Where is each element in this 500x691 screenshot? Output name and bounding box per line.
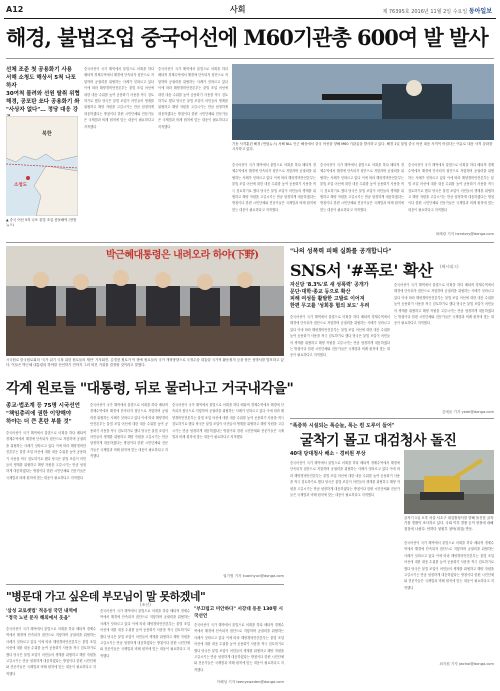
elders-photo-caption: 시국원로 한국원로회의 '국가 위기 극복 위한 원로들의 제안' 기자회견. 김경천 원로가 이 밖에 원로들의 국가 개혁방향으로 국정수습 대통령 국가적 활동원칙 등을 담은 성명서를 발표하고 있다. 이들은 박근혜 대통령의 하야를 선언하기 전까지 그의 퇴진 거취를 결정할 것이라고 말했다. [6,358,284,368]
sns-subhead: 자신당 '8.3%'로 새 성폭력' 공개가 [290,282,369,288]
edition-info [382,6,492,15]
section-name: 사회 [230,5,246,14]
weather-body-col-1: 중국어선이 국가 해역에서 불법으로 어획을 하다 배타적 경제수역에서 해경에 단속되자 집단으로 저항하며 공권력을 위협하는 사례가 잇따르고 있다 이에 따라 해양경비안전본부는 불법 조업 어선에 대한 대응 수위를 높여 공용화기 사용을 적극 검토하기로 했다 당국은 불법 조업이 어민들의 생계를 위협하고 해양 자원을 고갈시키는 만큼 엄정하게 대응하겠다는 방침이다 한편 시민단체와 전문가들은 국제법과 비례 원칙에 맞는 대응이 필요하다고 지적했다 [290,461,400,498]
elders-byline: 권기범 기자 kuanhyun@donga.com [223,574,284,578]
lead-photo-caption: 기동 사격훈련 해경 (연합뉴스) 서해 NLL 인근 해상에서 중국 어선을 향해 M60 기관총을 발사하고 있다. 해경 1일 불법 중국 어선 대응 사격이 어렵다는 이유로 대응 사격 강화를 시사하고 있다. [232,142,493,152]
coastguard-photo [232,64,494,140]
elders-photo-banner: 박근혜대통령은 내려오라 하야(下野) [106,250,259,261]
weather-byline: 최지원 기자 jwchoi@donga.com [439,662,494,666]
lead-headline: 해경, 불법조업 중국어선에 M60기관총 600여 발 발사 [6,25,488,50]
excavator-graphic [404,450,494,514]
lead-body-col-3: 중국어선이 국가 해역에서 불법으로 어획을 하다 배타적 경제수역에서 해경에 단속되자 집단으로 저항하며 공권력을 위협하는 사례가 잇따르고 있다 이에 따라 해양경비안전본부는 불법 조업 어선에 대한 대응 수위를 높여 공용화기 사용을 적극 검토하기로 했다 당국은 불법 조업이 어민들의 생계를 위협하고 해양 자원을 고갈시키는 만큼 엄정하게 대응하겠다는 방침이다 한편 시민단체와 전문가들은 국제법과 비례 원칙에 맞는 대응이 필요하다고 지적했다 [232,163,316,212]
lead-body-col-5: 중국어선이 국가 해역에서 불법으로 어획을 하다 배타적 경제수역에서 해경에 단속되자 집단으로 저항하며 공권력을 위협하는 사례가 잇따르고 있다 이에 따라 해양경비안전본부는 불법 조업 어선에 대한 대응 수위를 높여 공용화기 사용을 적극 검토하기로 했다 당국은 불법 조업이 어민들의 생계를 위협하고 해양 자원을 고갈시키는 만큼 엄정하게 대응하겠다는 방침이다 한편 시민단체와 전문가들은 국제법과 비례 원칙에 맞는 대응이 필요하다고 지적했다 [408,163,494,212]
weather-subhead: 40대 당대청사 배소 · 경비원 부상 [290,451,366,457]
map-label-island: 소청도 [14,183,28,188]
section-rule-1 [6,242,494,243]
edition-date: 제 76395호 2016년 11월 2일 수요일 [382,9,468,15]
parents-headline: "병문대 가고 싶은데 부모님이 말 못하겠네" [6,590,206,603]
excavator-caption: 굴착기 1일 오후 서울 서초구 대검찰청사를 향해 돌진한 굴착기를 경찰이 조사하고 있다. 국회 이후 경찰 등이 현장에 대해 점검에 나섰다. 안하다 청원부 청탁(대검) 반응. [404,516,494,531]
parents-subhead: '삼성 교로셋법' 적응성 국민 내역에 [6,609,78,614]
alumni-headline: "부끄럽고 미안하다" 서강대 동문 130명 시국선언 [194,607,283,619]
lead-body-col-4: 중국어선이 국가 해역에서 불법으로 어획을 하다 배타적 경제수역에서 해경에 단속되자 집단으로 저항하며 공권력을 위협하는 사례가 잇따르고 있다 이에 따라 해양경비안전본부는 불법 조업 어선에 대한 대응 수위를 높여 공용화기 사용을 적극 검토하기로 했다 당국은 불법 조업이 어민들의 생계를 위협하고 해양 자원을 고갈시키는 만큼 엄정하게 대응하겠다는 방침이다 한편 시민단체와 전문가들은 국제법과 비례 원칙에 맞는 대응이 필요하다고 지적했다 [320,163,404,212]
alumni-byline: 이해성 기자 teenysweden@donga.com [216,680,284,684]
lead-byline: 최혜령 기자 herstory@donga.com [435,232,494,236]
section-rule-2 [290,418,494,419]
elders-subhead: 종교·법조계 등 75명 시국선언 [6,403,80,409]
lead-subhead: 서해 소청도 해상서 5척 나포하자 [6,75,76,89]
alumni-body: 중국어선이 국가 해역에서 불법으로 어획을 하다 배타적 경제수역에서 해경에 단속되자 집단으로 저항하며 공권력을 위협하는 사례가 잇따르고 있다 이에 따라 해양경비안전본부는 불법 조업 어선에 대한 대응 수위를 높여 공용화기 사용을 적극 검토하기로 했다 당국은 불법 조업이 어민들의 생계를 위협하고 해양 자원을 고갈시키는 만큼 엄정하게 대응하겠다는 방침이다 한편 시민단체와 전문가들은 국제법과 비례 원칙에 맞는 대응이 필요하다고 지적했다 [194,623,284,672]
lead-map [6,116,78,216]
masthead-logo: 동아일보 [468,8,492,15]
sns-body-col-1: 중국어선이 국가 해역에서 불법으로 어획을 하다 배타적 경제수역에서 해경에 단속되자 집단으로 저항하며 공권력을 위협하는 사례가 잇따르고 있다 이에 따라 해양경비안전본부는 불법 조업 어선에 대한 대응 수위를 높여 공용화기 사용을 적극 검토하기로 했다 당국은 불법 조업이 어민들의 생계를 위협하고 해양 자원을 고갈시키는 만큼 엄정하게 대응하겠다는 방침이다 한편 시민단체와 전문가들은 국제법과 비례 원칙에 맞는 대응이 필요하다고 지적했다 [290,315,390,358]
parents-subheads [6,608,96,622]
lead-body-col-1: 중국어선이 국가 해역에서 불법으로 어획을 하다 배타적 경제수역에서 해경에 단속되자 집단으로 저항하며 공권력을 위협하는 사례가 잇따르고 있다 이에 따라 해양경비안전본부는 불법 조업 어선에 대한 대응 수위를 높여 공용화기 사용을 적극 검토하기로 했다 당국은 불법 조업이 어민들의 생계를 위협하고 해양 자원을 고갈시키는 만큼 엄정하게 대응하겠다는 방침이다 한편 시민단체와 전문가들은 국제법과 비례 원칙에 맞는 대응이 필요하다고 지적했다 [84,67,154,129]
map-caption: ▲ 중국 어선 5척 나포 불법 조업 충돌해역 (연합뉴스) [6,218,77,228]
elders-body-col-1: 중국어선이 국가 해역에서 불법으로 어획을 하다 배타적 경제수역에서 해경에 단속되자 집단으로 저항하며 공권력을 위협하는 사례가 잇따르고 있다 이에 따라 해양경비안전본부는 불법 조업 어선에 대한 대응 수위를 높여 공용화기 사용을 적극 검토하기로 했다 당국은 불법 조업이 어민들의 생계를 위협하고 해양 자원을 고갈시키는 만큼 엄정하게 대응하겠다는 방침이다 한편 시민단체와 전문가들은 국제법과 비례 원칙에 맞는 대응이 필요하다고 지적했다 [6,431,86,480]
press-conference-photo [6,246,284,356]
parents-body-col-1: 중국어선이 국가 해역에서 불법으로 어획을 하다 배타적 경제수역에서 해경에 단속되자 집단으로 저항하며 공권력을 위협하는 사례가 잇따르고 있다 이에 따라 해양경비안전본부는 불법 조업 어선에 대한 대응 수위를 높여 공용화기 사용을 적극 검토하기로 했다 당국은 불법 조업이 어민들의 생계를 위협하고 해양 자원을 고갈시키는 만큼 엄정하게 대응하겠다는 방침이다 한편 시민단체와 전문가들은 국제법과 비례 원칙에 맞는 대응이 필요하다고 지적했다 [6,627,96,676]
sns-body-col-2: 중국어선이 국가 해역에서 불법으로 어획을 하다 배타적 경제수역에서 해경에 단속되자 집단으로 저항하며 공권력을 위협하는 사례가 잇따르고 있다 이에 따라 해양경비안전본부는 불법 조업 어선에 대한 대응 수위를 높여 공용화기 사용을 적극 검토하기로 했다 당국은 불법 조업이 어민들의 생계를 위협하고 해양 자원을 고갈시키는 만큼 엄정하게 대응하겠다는 방침이다 한편 시민단체와 전문가들은 국제법과 비례 원칙에 맞는 대응이 필요하다고 지적했다 [394,283,494,326]
elders-subhead: "책임총리에 권한 이양해야 [6,411,72,417]
sns-subhead: 피해 여성들 활발한 고발로 이어져 [290,296,365,302]
weather-body-col-2: 중국어선이 국가 해역에서 불법으로 어획을 하다 배타적 경제수역에서 해경에 단속되자 집단으로 저항하며 공권력을 위협하는 사례가 잇따르고 있다 이에 따라 해양경비안전본부는 불법 조업 어선에 대한 대응 수위를 높여 공용화기 사용을 적극 검토하기로 했다 당국은 불법 조업이 어민들의 생계를 위협하고 해양 자원을 고갈시키는 만큼 엄정하게 대응하겠다는 방침이다 한편 시민단체와 전문가들은 국제법과 비례 원칙에 맞는 대응이 필요하다고 지적했다 [404,541,494,590]
weather-kicker: "폭증하 시설되는 폭순늘, 폭는 컴 도루이 들어" [290,423,395,429]
page-number: A12 [6,5,24,14]
parents-subhead: "정국 노년 문자 해외에서 웃음" [6,616,71,621]
lead-subheads [6,66,80,122]
lead-subhead: 선체 조준 첫 공용화기 사용 [6,67,73,73]
sns-subhead: 한편 무고를 '성희롱 혐의 보도' 우려 [290,303,370,309]
lead-rule [6,58,494,59]
parents-body-col-2: 중국어선이 국가 해역에서 불법으로 어획을 하다 배타적 경제수역에서 해경에 단속되자 집단으로 저항하며 공권력을 위협하는 사례가 잇따르고 있다 이에 따라 해양경비안전본부는 불법 조업 어선에 대한 대응 수위를 높여 공용화기 사용을 적극 검토하기로 했다 당국은 불법 조업이 어민들의 생계를 위협하고 해양 자원을 고갈시키는 만큼 엄정하게 대응하겠다는 방침이다 한편 시민단체와 전문가들은 국제법과 비례 원칙에 맞는 대응이 필요하다고 지적했다 [100,609,190,658]
weather-headline: 굴착기 몰고 대검청사 돌진 [300,433,457,449]
lead-photo [232,64,494,140]
sns-subheads [290,282,390,310]
elders-subheads [6,402,86,426]
sns-byline: 김예윤 기자 yeah@donga.com [441,410,494,414]
section-rule-3 [6,584,284,585]
sns-byline-small: (해시태그) [440,264,459,269]
elders-photo [6,246,284,356]
elders-headline: 각계 원로들 "대통령, 뒤로 물러나고 거국내각을" [6,381,294,397]
elders-body-col-2: 중국어선이 국가 해역에서 불법으로 어획을 하다 배타적 경제수역에서 해경에 단속되자 집단으로 저항하며 공권력을 위협하는 사례가 잇따르고 있다 이에 따라 해양경비안전본부는 불법 조업 어선에 대한 대응 수위를 높여 공용화기 사용을 적극 검토하기로 했다 당국은 불법 조업이 어민들의 생계를 위협하고 해양 자원을 고갈시키는 만큼 엄정하게 대응하겠다는 방침이다 한편 시민단체와 전문가들은 국제법과 비례 원칙에 맞는 대응이 필요하다고 지적했다 [90,403,168,459]
map-label-north: 북한 [42,131,52,137]
sns-headline: SNS서 '#폭로' 확산 [290,261,433,280]
lead-subhead: 해경, 공포탄 쏘다 공용화기 쏴 [6,99,80,105]
lead-subhead: 30여척 몰려와 선원 탈취 위협 [6,91,80,97]
sns-kicker: "나의 성폭력 피해 실화를 공개합니다" [290,248,392,255]
elders-subhead: 하야는 더 큰 혼란 부를 것" [6,419,72,425]
excavator-photo [404,450,494,514]
lead-subhead: "사상자 없다"… 정당 대응 강 [6,107,79,113]
lead-body-col-2: 중국어선이 국가 해역에서 불법으로 어획을 하다 배타적 경제수역에서 해경에 단속되자 집단으로 저항하며 공권력을 위협하는 사례가 잇따르고 있다 이에 따라 해양경비안전본부는 불법 조업 어선에 대한 대응 수위를 높여 공용화기 사용을 적극 검토하기로 했다 당국은 불법 조업이 어민들의 생계를 위협하고 해양 자원을 고갈시키는 만큼 엄정하게 대응하겠다는 방침이다 한편 시민단체와 전문가들은 국제법과 비례 원칙에 맞는 대응이 필요하다고 지적했다 [158,67,228,129]
sns-subhead: 문단·대학·종교 등으로 확산 [290,289,351,295]
elders-body-col-3: 중국어선이 국가 해역에서 불법으로 어획을 하다 배타적 경제수역에서 해경에 단속되자 집단으로 저항하며 공권력을 위협하는 사례가 잇따르고 있다 이에 따라 해양경비안전본부는 불법 조업 어선에 대한 대응 수위를 높여 공용화기 사용을 적극 검토하기로 했다 당국은 불법 조업이 어민들의 생계를 위협하고 해양 자원을 고갈시키는 만큼 엄정하게 대응하겠다는 방침이다 한편 시민단체와 전문가들은 국제법과 비례 원칙에 맞는 대응이 필요하다고 지적했다 [172,403,284,440]
parents-byline-small: (조선) [140,602,151,607]
